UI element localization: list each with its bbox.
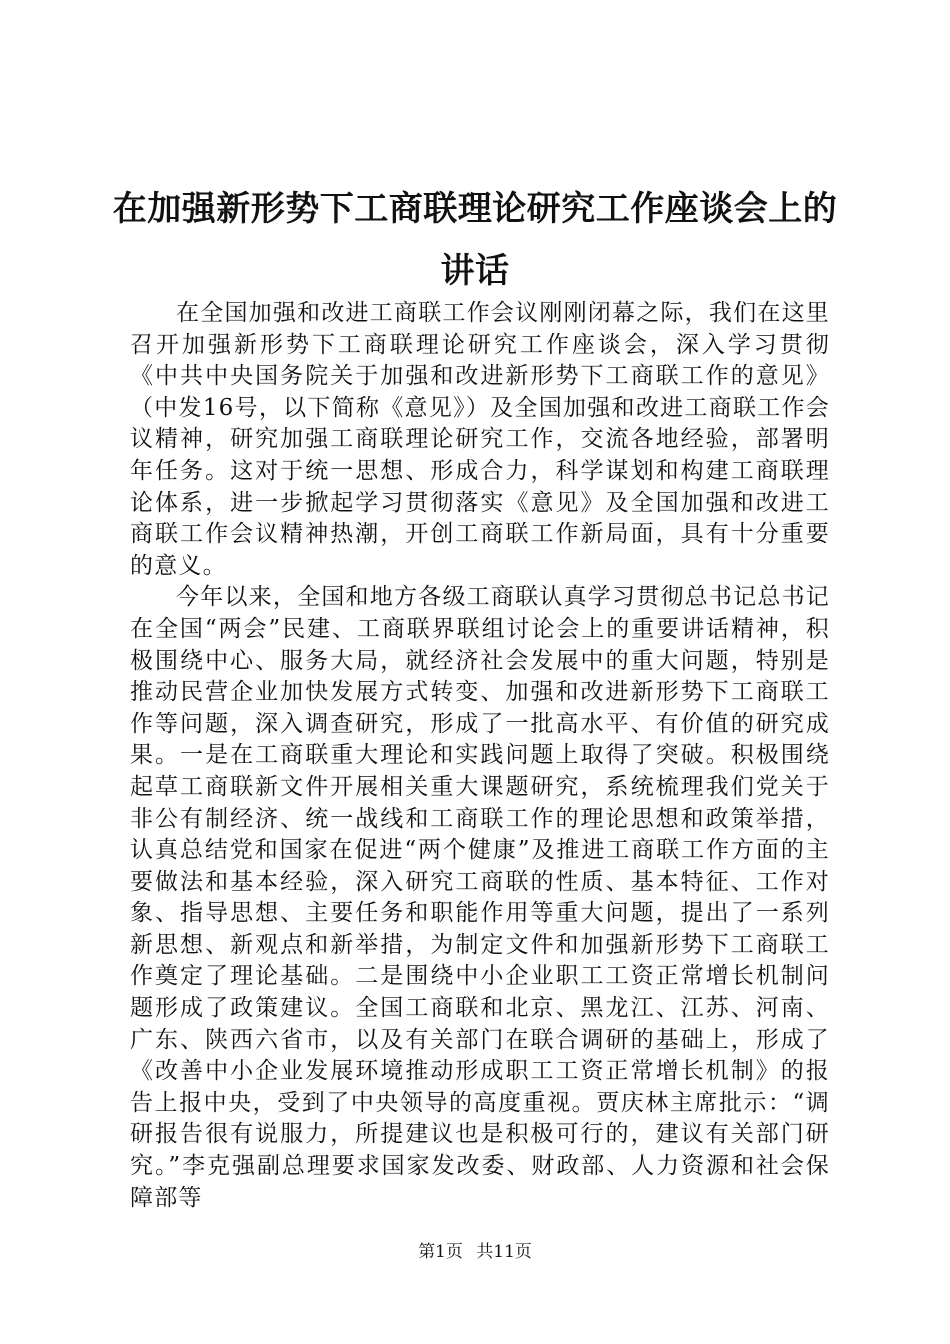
document-title: 在加强新形势下工商联理论研究工作座谈会上的讲话 xyxy=(112,189,838,291)
page-number: 第1页 xyxy=(418,1242,463,1262)
paragraph: 在全国加强和改进工商联工作会议刚刚闭幕之际，我们在这里召开加强新形势下工商联理论研究工作座谈会，深入学习贯彻《中共中央国务院关于加强和改进新形势下工商联工作的意见》（中发16号，以下简称《意见》）及全国加强和改进工商联工作会议精神，研究加强工商联理论研究工作，交流各地经验，部署明年任务。这对于统一思想、形成合力，科学谋划和构建工商联理论体系，进一步掀起学习贯彻落实《意见》及全国加强和改进工商联工作会议精神热潮，开创工商联工作新局面，具有十分重要的意义。 xyxy=(130,300,830,579)
page-footer xyxy=(0,1240,950,1264)
paragraph: 今年以来，全国和地方各级工商联认真学习贯彻总书记总书记在全国“两会”民建、工商联界联组讨论会上的重要讲话精神，积极围绕中心、服务大局，就经济社会发展中的重大问题，特别是推动民营企业加快发展方式转变、加强和改进新形势下工商联工作等问题，深入调查研究，形成了一批高水平、有价值的研究成果。一是在工商联重大理论和实践问题上取得了突破。积极围绕起草工商联新文件开展相关重大课题研究，系统梳理我们党关于非公有制经济、统一战线和工商联工作的理论思想和政策举措，认真总结党和国家在促进“两个健康”及推进工商联工作方面的主要做法和基本经验，深入研究工商联的性质、基本特征、工作对象、指导思想、主要任务和职能作用等重大问题，提出了一系列新思想、新观点和新举措，为制定文件和加强新形势下工商联工作奠定了理论基础。二是围绕中小企业职工工资正常增长机制问题形成了政策建议。全国工商联和北京、黑龙江、江苏、河南、广东、陕西六省市，以及有关部门在联合调研的基础上，形成了《改善中小企业发展环境推动形成职工工资正常增长机制》的报告上报中央，受到了中央领导的高度重视。贾庆林主席批示：“调研报告很有说服力，所提建议也是积极可行的，建议有关部门研究。”李克强副总理要求国家发改委、财政部、人力资源和社会保障部等 xyxy=(130,584,830,1211)
page-total: 共11页 xyxy=(476,1242,532,1262)
document-body xyxy=(130,298,830,1214)
